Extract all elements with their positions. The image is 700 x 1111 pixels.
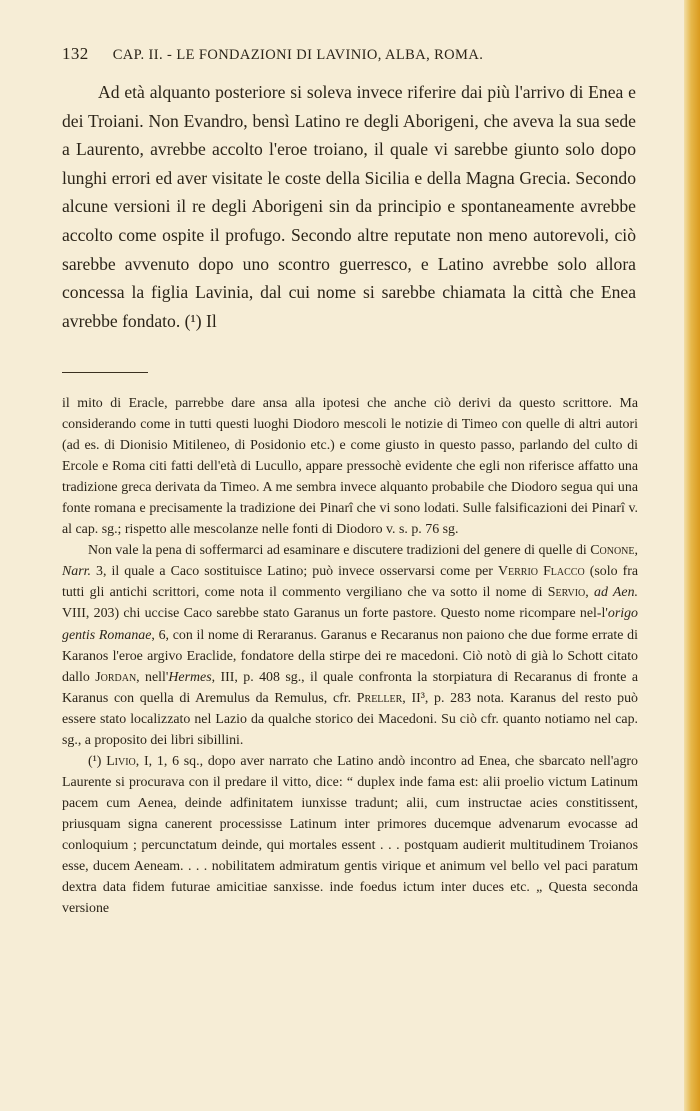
author-conone: Conone <box>590 543 635 559</box>
fn2-text-c: 3, il quale a Caco sostituisce Latino; può invece osservarsi come per <box>90 564 498 580</box>
footnotes <box>62 393 638 919</box>
author-verrio: Verrio Flacco <box>497 564 585 580</box>
fn2-text-j: , II³, p. 283 nota. Karanus del resto può essere stato localizzato nel Lazio da qualche storico dei Macedoni. Su ciò cfr. quanto notiamo nel cap. sg., a proposito dei libri sibillini. <box>62 690 638 748</box>
author-preller: Preller <box>356 690 403 706</box>
footnote-paragraph-2 <box>62 540 638 750</box>
footnote-marker: (¹) <box>88 753 107 769</box>
footnote-1 <box>62 751 638 919</box>
running-title: CAP. II. - LE FONDAZIONI DI LAVINIO, ALBA, ROMA. <box>112 47 484 63</box>
fn2-text-g: , 6, con il nome di Reraranus. Garanus e Recaranus non paiono che due forme errate di Karanos l'eroe argivo Eraclide, fondatore della stirpe dei re macedoni. Ciò notò di già lo Schott citato dallo <box>62 627 638 685</box>
fn2-text-e: , <box>585 585 595 601</box>
fn2-text-h: , nell' <box>136 669 169 685</box>
author-jordan: Jordan <box>95 669 137 685</box>
work-hermes: Hermes <box>168 669 212 685</box>
work-narr: Narr. <box>62 564 91 580</box>
fn2-text-a: Non vale la pena di soffermarci ad esaminare e discutere tradizioni del genere di quelle di <box>88 543 591 559</box>
fn2-text-i: , III, p. 408 sg., il quale confronta la storpiatura di Recaranus di fronte a Karanus con quella di Aremulus da Remulus, cfr. <box>62 669 639 706</box>
page-edge <box>684 0 700 1111</box>
page-number: 132 <box>62 44 89 63</box>
fn2-text-f: VIII, 203) chi uccise Caco sarebbe stato Garanus un forte pastore. Questo nome ricompare nel-l' <box>62 606 608 622</box>
running-head <box>62 44 642 64</box>
fn1-text: , I, 1, 6 sq., dopo aver narrato che Latino andò incontro ad Enea, che sbarcato nell'agro Laurente si procurava con il predare il vitto, dice: “ duplex inde fama est: alii proelio victum Latinum pacem cum Aenea, deinde adfinitatem iunxisse tradunt; alii, cum instructae acies constitissent, priusquam signa canerent processisse Latinum inter primores ducemque advenarum evocasse ad conloquium ; percunctatum deinde, qui mortales essent . . . postquam audierit multitudinem Troianos esse, ducem Aeneam. . . . nobilitatem admiratum gentis virique et animum vel bello vel paci paratum dextra data fidem futurae amicitiae sanxisse. inde foedus ictum inter duces etc. „ Questa seconda versione <box>62 753 639 917</box>
footnote-rule <box>62 372 148 373</box>
author-livio: Livio <box>106 753 136 769</box>
author-servio: Servio <box>547 585 586 601</box>
footnote-continuation: il mito di Eracle, parrebbe dare ansa alla ipotesi che anche ciò derivi da questo scrittore. Ma considerando come in tutti questi luoghi Diodoro mescoli le notizie di Timeo con quelle di altri autori (ad es. di Dionisio Mitileneo, di Posidonio etc.) e come giusto in questo passo, parlando del culto di Ercole e Roma citi fatti dell'età di Lucullo, appare pressochè evidente che egli non riferisce affatto una tradizione greca derivata da Timeo. A me sembra invece alquanto probabile che Diodoro segua qui una fonte romana e precisamente la tradizione dei Pinarî che vi sono lodati. Sulle falsificazioni dei Pinarî v. al cap. sg.; rispetto alle mescolanze nelle fonti di Diodoro v. s. p. 76 sg. <box>62 396 638 538</box>
main-paragraph-text: Ad età alquanto posteriore si soleva invece riferire dai più l'arrivo di Enea e dei Troiani. Non Evandro, bensì Latino re degli Aborigeni, che aveva la sua sede a Laurento, avrebbe accolto l'eroe troiano, il quale vi sarebbe giunto solo dopo lunghi errori ed aver visitate le coste della Sicilia e della Magna Grecia. Secondo alcune versioni il re degli Aborigeni sin da principio e spontaneamente avrebbe accolto come ospite il profugo. Secondo altre reputate non meno autorevoli, ciò sarebbe avvenuto dopo uno scontro guerresco, e Latino avrebbe solo allora concessa la figlia Lavinia, dal cui nome si sarebbe chiamata la città che Enea avrebbe fondato. (¹) Il <box>62 82 636 331</box>
fn2-text-d: (solo fra tutti gli antichi scrittori, come nota il commento vergiliano che va sotto il nome di <box>62 564 638 601</box>
work-origo: origo gentis Romanae <box>62 606 638 643</box>
work-aen: ad Aen. <box>594 585 638 601</box>
main-paragraph <box>62 78 636 335</box>
fn2-text-b: , <box>634 543 638 559</box>
